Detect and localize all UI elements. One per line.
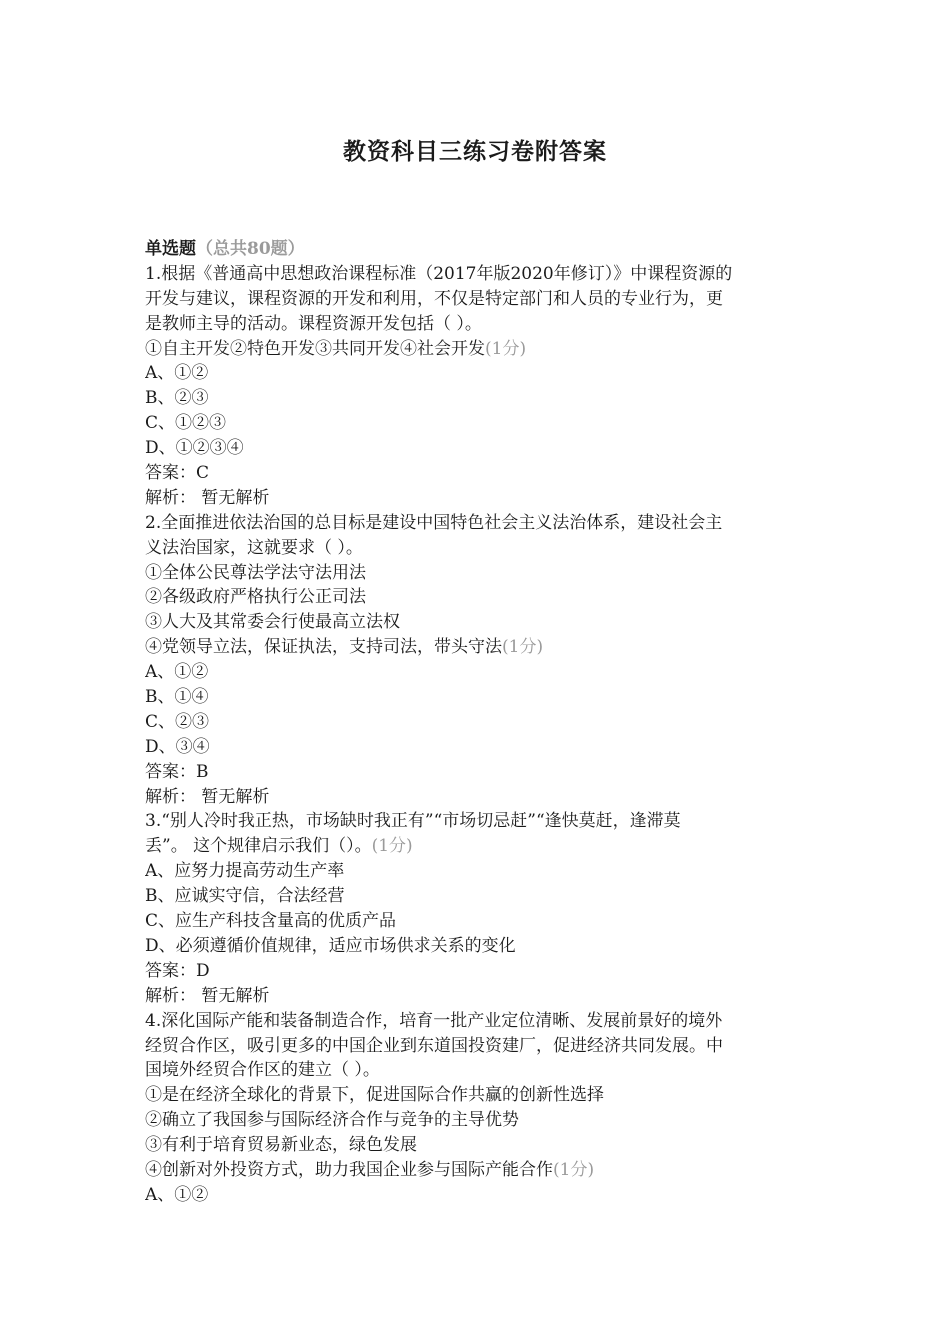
question-1	[145, 262, 810, 511]
question-statement	[145, 635, 810, 660]
question-3	[145, 809, 810, 1008]
question-stem-line: 4.深化国际产能和装备制造合作，培育一批产业定位清晰、发展前景好的境外	[145, 1010, 723, 1031]
question-analysis: 解析： 暂无解析	[145, 786, 270, 807]
statement-text: ①自主开发②特色开发③共同开发④社会开发	[145, 338, 485, 359]
question-answer: 答案：B	[145, 761, 209, 782]
statement-text: ④创新对外投资方式，助力我国企业参与国际产能合作	[145, 1159, 553, 1180]
question-stem-line: 国境外经贸合作区的建立（ ）。	[145, 1060, 380, 1081]
answer-option-c: C、②③	[145, 711, 210, 732]
answer-option-b: B、应诚实守信，合法经营	[145, 886, 345, 907]
question-stem-line: 3.“别人冷时我正热，市场缺时我正有”“市场切忌赶”“逢快莫赶，逢滞莫	[145, 811, 681, 832]
question-stem-line	[145, 834, 810, 859]
answer-option-a: A、应努力提高劳动生产率	[145, 861, 345, 882]
question-statement: ①是在经济全球化的背景下，促进国际合作共赢的创新性选择	[145, 1085, 604, 1106]
answer-option-c: C、应生产科技含量高的优质产品	[145, 911, 397, 932]
question-stem-line: 义法治国家，这就要求（ ）。	[145, 537, 363, 558]
answer-option-d: D、必须遵循价值规律，适应市场供求关系的变化	[145, 935, 516, 956]
question-analysis: 解析： 暂无解析	[145, 487, 270, 508]
question-answer: 答案：D	[145, 960, 210, 981]
answer-option-a: A、①②	[145, 363, 209, 384]
question-statement	[145, 1158, 810, 1183]
question-statement: ①全体公民尊法学法守法用法	[145, 562, 366, 583]
question-stem-line: 1.根据《普通高中思想政治课程标准（2017年版2020年修订）》中课程资源的	[145, 263, 733, 284]
question-stem-line: 开发与建议，课程资源的开发和利用，不仅是特定部门和人员的专业行为，更	[145, 288, 723, 309]
question-score: (1分)	[485, 338, 527, 359]
question-statement: ②各级政府严格执行公正司法	[145, 587, 366, 608]
section-heading-label: 单选题	[145, 239, 196, 259]
question-analysis: 解析： 暂无解析	[145, 985, 270, 1006]
answer-option-b: B、①④	[145, 687, 209, 708]
question-statement: ③人大及其常委会行使最高立法权	[145, 612, 400, 633]
answer-option-d: D、①②③④	[145, 438, 244, 459]
question-statement: ②确立了我国参与国际经济合作与竞争的主导优势	[145, 1110, 519, 1131]
section-question-count: （总共80题）	[196, 239, 305, 259]
question-4	[145, 1009, 810, 1208]
question-2	[145, 511, 810, 810]
stem-text: 丢”。 这个规律启示我们（）。	[145, 836, 372, 857]
document-body	[145, 237, 810, 1208]
question-statement: ③有利于培育贸易新业态，绿色发展	[145, 1135, 417, 1156]
document-title: 教资科目三练习卷附答案	[343, 138, 607, 165]
answer-option-a: A、①②	[145, 662, 209, 683]
answer-option-a: A、①②	[145, 1184, 209, 1205]
question-statement	[145, 337, 810, 362]
answer-option-c: C、①②③	[145, 413, 227, 434]
question-answer: 答案：C	[145, 463, 210, 484]
question-stem-line: 2.全面推进依法治国的总目标是建设中国特色社会主义法治体系，建设社会主	[145, 512, 723, 533]
answer-option-d: D、③④	[145, 736, 210, 757]
question-score: (1分)	[553, 1159, 595, 1180]
answer-option-b: B、②③	[145, 388, 209, 409]
section-heading	[145, 237, 810, 262]
question-score: (1分)	[502, 637, 544, 658]
question-score: (1分)	[371, 836, 413, 857]
question-stem-line: 是教师主导的活动。课程资源开发包括（ ）。	[145, 313, 482, 334]
statement-text: ④党领导立法，保证执法，支持司法，带头守法	[145, 637, 502, 658]
question-stem-line: 经贸合作区，吸引更多的中国企业到东道国投资建厂，促进经济共同发展。中	[145, 1035, 723, 1056]
